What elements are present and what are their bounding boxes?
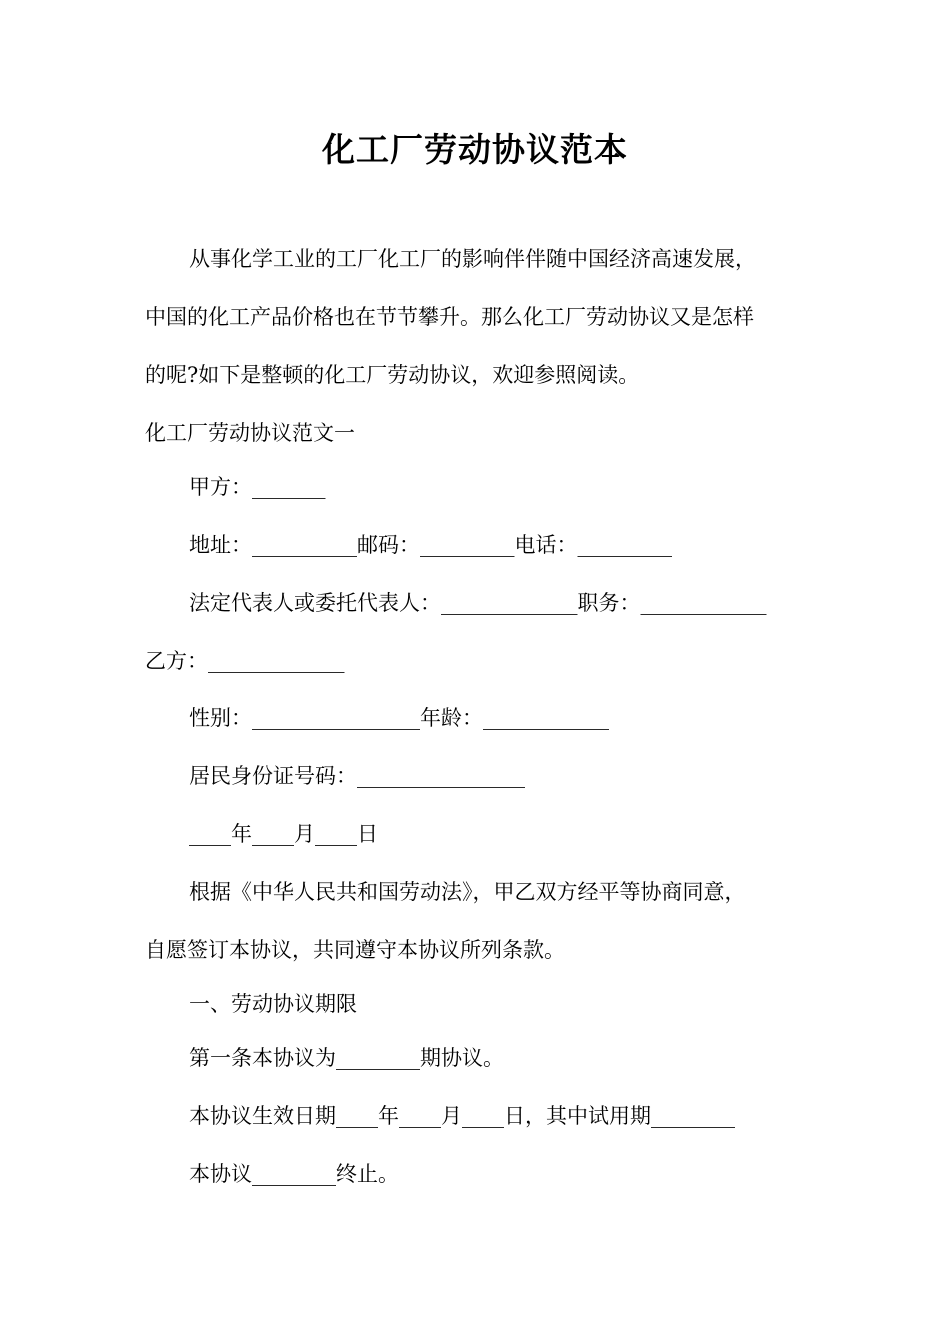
party-b-field: 乙方：_____________ xyxy=(145,649,345,673)
gender-age-field: 性别：________________年龄：____________ xyxy=(189,706,609,730)
date-field: ____年____月____日 xyxy=(189,822,378,846)
intro-line-2: 中国的化工产品价格也在节节攀升。那么化工厂劳动协议又是怎样 xyxy=(145,305,754,329)
termination-line: 本协议________终止。 xyxy=(189,1162,399,1186)
intro-line-1: 从事化学工业的工厂化工厂的影响伴伴随中国经济高速发展， xyxy=(189,247,756,271)
section-heading-sample-one: 化工厂劳动协议范文一 xyxy=(145,421,355,445)
effective-date-line: 本协议生效日期____年____月____日，其中试用期________ xyxy=(189,1104,735,1128)
basis-line-2: 自愿签订本协议，共同遵守本协议所列条款。 xyxy=(145,938,565,962)
basis-line-1: 根据《中华人民共和国劳动法》，甲乙双方经平等协商同意， xyxy=(189,880,746,904)
article-one-line: 第一条本协议为________期协议。 xyxy=(189,1046,504,1070)
intro-line-3: 的呢?如下是整顿的化工厂劳动协议，欢迎参照阅读。 xyxy=(145,363,640,387)
party-a-field: 甲方：_______ xyxy=(189,475,326,499)
id-number-field: 居民身份证号码：________________ xyxy=(189,764,525,788)
document-title: 化工厂劳动协议范本 xyxy=(322,130,628,169)
legal-representative-field: 法定代表人或委托代表人：_____________职务：____________ xyxy=(189,591,767,615)
address-postcode-phone-field: 地址：__________邮码：_________电话：_________ xyxy=(189,533,672,557)
section-heading-term: 一、劳动协议期限 xyxy=(189,992,357,1016)
